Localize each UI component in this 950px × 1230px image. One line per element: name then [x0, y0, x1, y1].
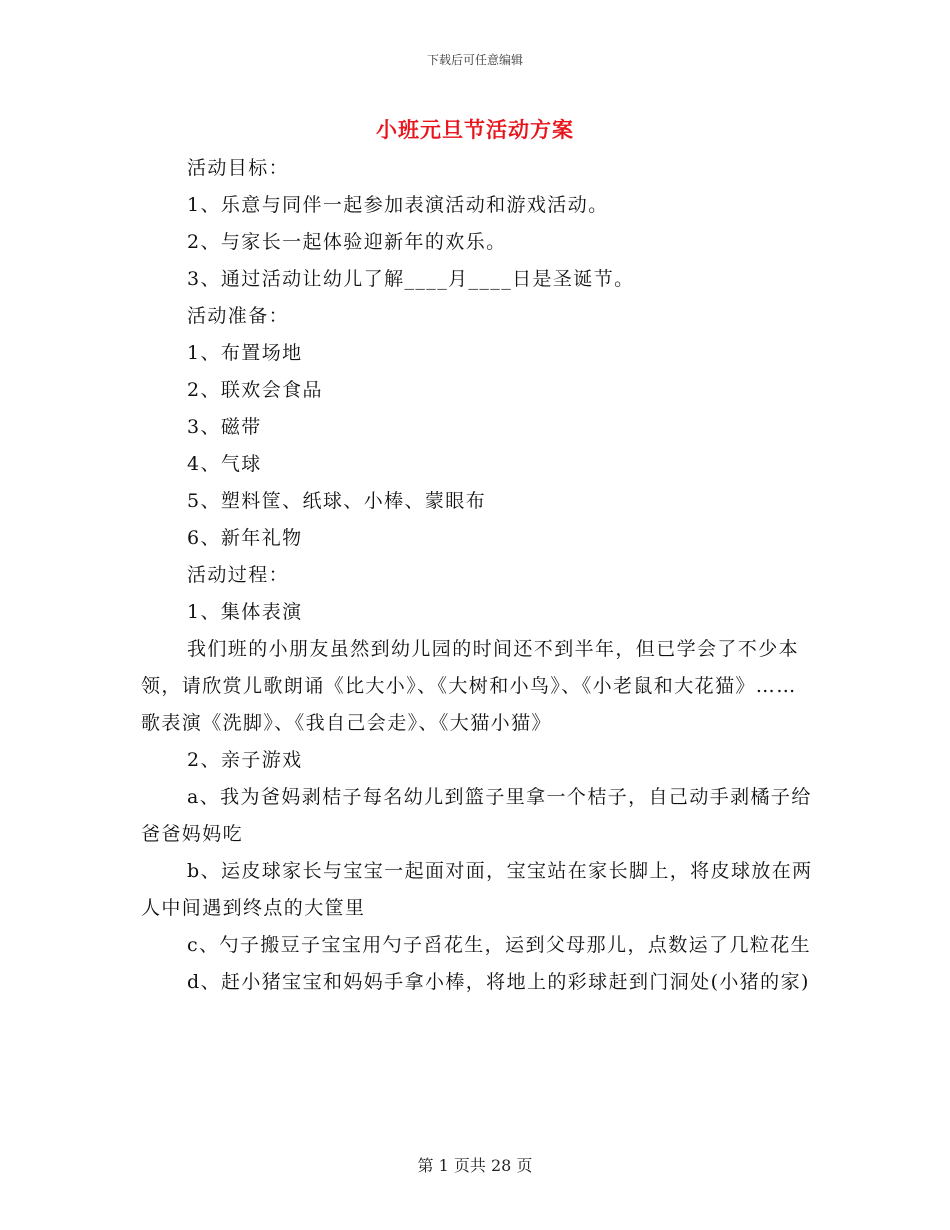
paragraph: 6、新年礼物 — [187, 527, 303, 549]
paragraph: a、我为爸妈剥桔子每名幼儿到篮子里拿一个桔子，自己动手剥橘子给爸爸妈妈吃 — [141, 786, 812, 845]
paragraph: 5、塑料筐、纸球、小棒、蒙眼布 — [187, 490, 487, 512]
paragraph: d、赶小猪宝宝和妈妈手拿小棒，将地上的彩球赶到门洞处(小猪的家) — [187, 971, 810, 993]
paragraph: 活动准备： — [187, 305, 290, 327]
paragraph: 活动过程： — [187, 564, 290, 586]
page-number: 第 1 页共 28 页 — [417, 1156, 533, 1175]
document-title: 小班元旦节活动方案 — [376, 117, 574, 142]
header-note: 下载后可任意编辑 — [426, 53, 523, 67]
paragraph: 3、通过活动让幼儿了解____月____日是圣诞节。 — [187, 268, 635, 290]
paragraph: 4、气球 — [187, 453, 262, 475]
paragraph: 1、集体表演 — [187, 601, 303, 623]
paragraph: 2、与家长一起体验迎新年的欢乐。 — [187, 231, 507, 253]
paragraph: 3、磁带 — [187, 416, 262, 438]
document-body — [141, 150, 813, 1001]
paragraph: b、运皮球家长与宝宝一起面对面，宝宝站在家长脚上，将皮球放在两人中间遇到终点的大筐里 — [141, 860, 813, 919]
paragraph: 2、亲子游戏 — [187, 749, 303, 771]
paragraph: 我们班的小朋友虽然到幼儿园的时间还不到半年，但已学会了不少本领，请欣赏儿歌朗诵《比大小》、《大树和小鸟》、《小老鼠和大花猫》……歌表演《洗脚》、《我自己会走》、《大猫小猫》 — [141, 638, 800, 734]
paragraph: 活动目标： — [187, 157, 290, 179]
paragraph: 1、乐意与同伴一起参加表演活动和游戏活动。 — [187, 194, 609, 216]
paragraph: 1、布置场地 — [187, 342, 303, 364]
paragraph: 2、联欢会食品 — [187, 379, 323, 401]
paragraph: c、勺子搬豆子宝宝用勺子舀花生，运到父母那儿，点数运了几粒花生 — [187, 934, 812, 956]
